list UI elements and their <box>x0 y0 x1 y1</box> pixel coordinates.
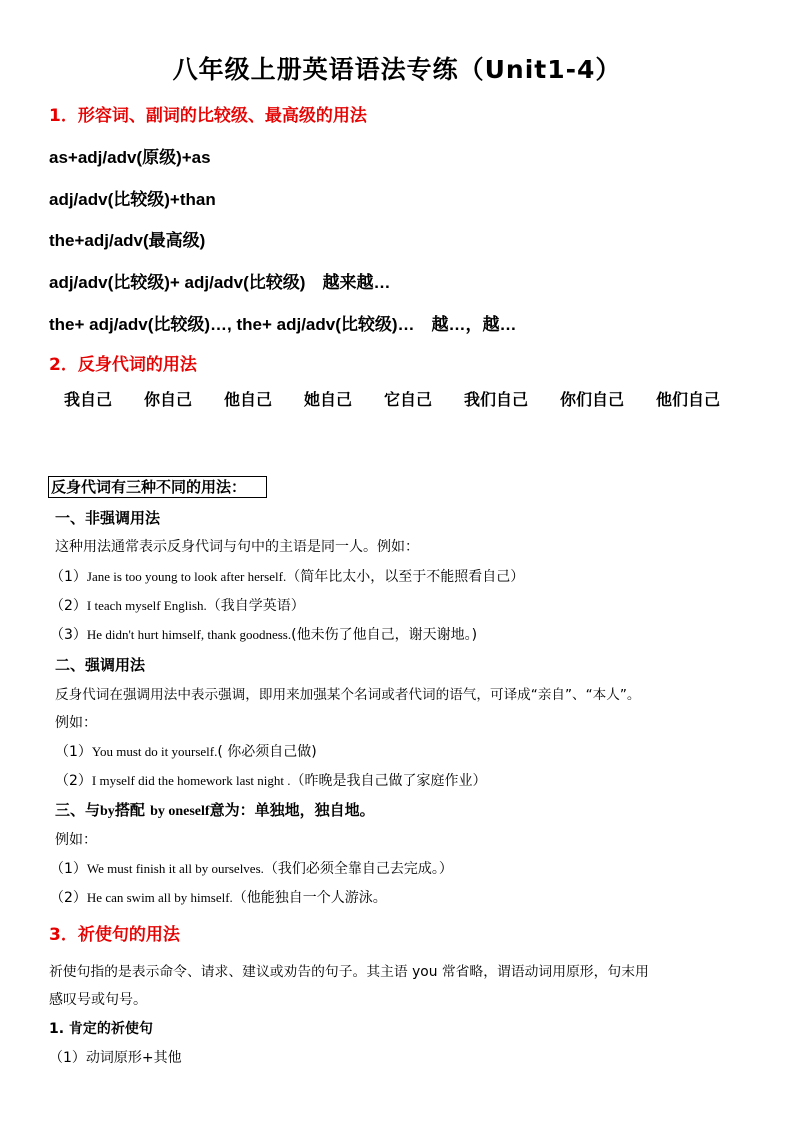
example-english: I teach myself English. <box>86 598 207 613</box>
example-chinese: （我自学英语） <box>206 598 305 614</box>
example-number: （2） <box>50 598 87 614</box>
usage3-heading-mid: 搭配 <box>114 801 145 819</box>
pronoun-itself: 它自己 <box>384 390 433 409</box>
example-english: We must finish it all by ourselves. <box>86 861 264 876</box>
example-chinese: (他未伤了他自己，谢天谢地。) <box>291 627 478 643</box>
usage2-heading: 二、强调用法 <box>55 656 146 674</box>
formula-more-and-more: adj/adv(比较级)+ adj/adv(比较级) 越来越… <box>49 273 391 292</box>
section3-description-line1: 祈使句指的是表示命令、请求、建议或劝告的句子。其主语 you 常省略，谓语动词用原形，句末用 <box>49 964 649 980</box>
formula-superlative: the+adj/adv(最高级) <box>49 231 206 250</box>
example-chinese: （我们必须全靠自己去完成。） <box>263 861 453 877</box>
section1-heading: 1．形容词、副词的比较级、最高级的用法 <box>49 106 367 126</box>
usage2-example-1 <box>55 741 317 761</box>
usage2-example-2 <box>55 770 487 790</box>
example-english: He can swim all by himself. <box>86 890 233 905</box>
usage3-example-2 <box>50 887 387 907</box>
usage3-heading-oneself: by oneself <box>150 804 210 819</box>
usage-box-label: 反身代词有三种不同的用法： <box>48 476 267 498</box>
page-title: 八年级上册英语语法专练（Unit1-4） <box>172 55 622 84</box>
pronoun-list <box>0 387 794 411</box>
usage1-example-1 <box>50 566 524 586</box>
pronoun-himself: 他自己 <box>224 390 273 409</box>
section3-heading: 3．祈使句的用法 <box>49 925 180 945</box>
example-number: （2） <box>50 890 87 906</box>
section2-heading: 2．反身代词的用法 <box>49 355 197 375</box>
example-chinese: （简年比太小，以至于不能照看自己） <box>286 569 525 585</box>
pronoun-myself: 我自己 <box>64 390 113 409</box>
usage2-example-label: 例如： <box>55 715 97 731</box>
pronoun-yourselves: 你们自己 <box>560 390 625 409</box>
usage3-example-label: 例如： <box>55 832 97 848</box>
example-number: （2） <box>55 773 92 789</box>
usage1-description: 这种用法通常表示反身代词与句中的主语是同一人。例如： <box>55 539 419 555</box>
usage1-heading: 一、非强调用法 <box>55 509 161 527</box>
usage3-heading-pre: 三、与 <box>55 801 101 819</box>
formula-as-as: as+adj/adv(原级)+as <box>49 148 211 167</box>
example-english: He didn't hurt himself, thank goodness. <box>86 627 292 642</box>
usage3-example-1 <box>50 858 453 878</box>
section3-item1: （1）动词原形+其他 <box>49 1050 182 1066</box>
section3-subheading: 1. 肯定的祈使句 <box>49 1021 153 1037</box>
example-number: （3） <box>50 627 87 643</box>
usage3-heading <box>55 799 375 820</box>
formula-than: adj/adv(比较级)+than <box>49 190 216 209</box>
example-english: Jane is too young to look after herself. <box>86 569 287 584</box>
example-chinese: ( 你必须自己做) <box>217 744 317 760</box>
formula-the-more-the-more: the+ adj/adv(比较级)…, the+ adj/adv(比较级)… 越…，越… <box>49 315 517 334</box>
usage3-heading-post: 意为：单独地，独自地。 <box>209 801 375 819</box>
usage1-example-2 <box>50 595 305 615</box>
example-number: （1） <box>55 744 92 760</box>
pronoun-ourselves: 我们自己 <box>464 390 529 409</box>
usage2-description: 反身代词在强调用法中表示强调，即用来加强某个名词或者代词的语气，可译成“亲自”、“本人”。 <box>55 687 641 703</box>
usage3-heading-by: by <box>100 804 115 819</box>
pronoun-herself: 她自己 <box>304 390 353 409</box>
usage1-example-3 <box>50 624 477 644</box>
example-number: （1） <box>50 569 87 585</box>
pronoun-yourself: 你自己 <box>144 390 193 409</box>
example-english: You must do it yourself. <box>91 744 218 759</box>
example-chinese: （昨晚是我自己做了家庭作业） <box>290 773 487 789</box>
pronoun-themselves: 他们自己 <box>656 390 721 409</box>
example-chinese: （他能独自一个人游泳。 <box>232 890 387 906</box>
example-english: I myself did the homework last night . <box>91 773 291 788</box>
section3-description-line2: 感叹号或句号。 <box>49 992 147 1008</box>
example-number: （1） <box>50 861 87 877</box>
